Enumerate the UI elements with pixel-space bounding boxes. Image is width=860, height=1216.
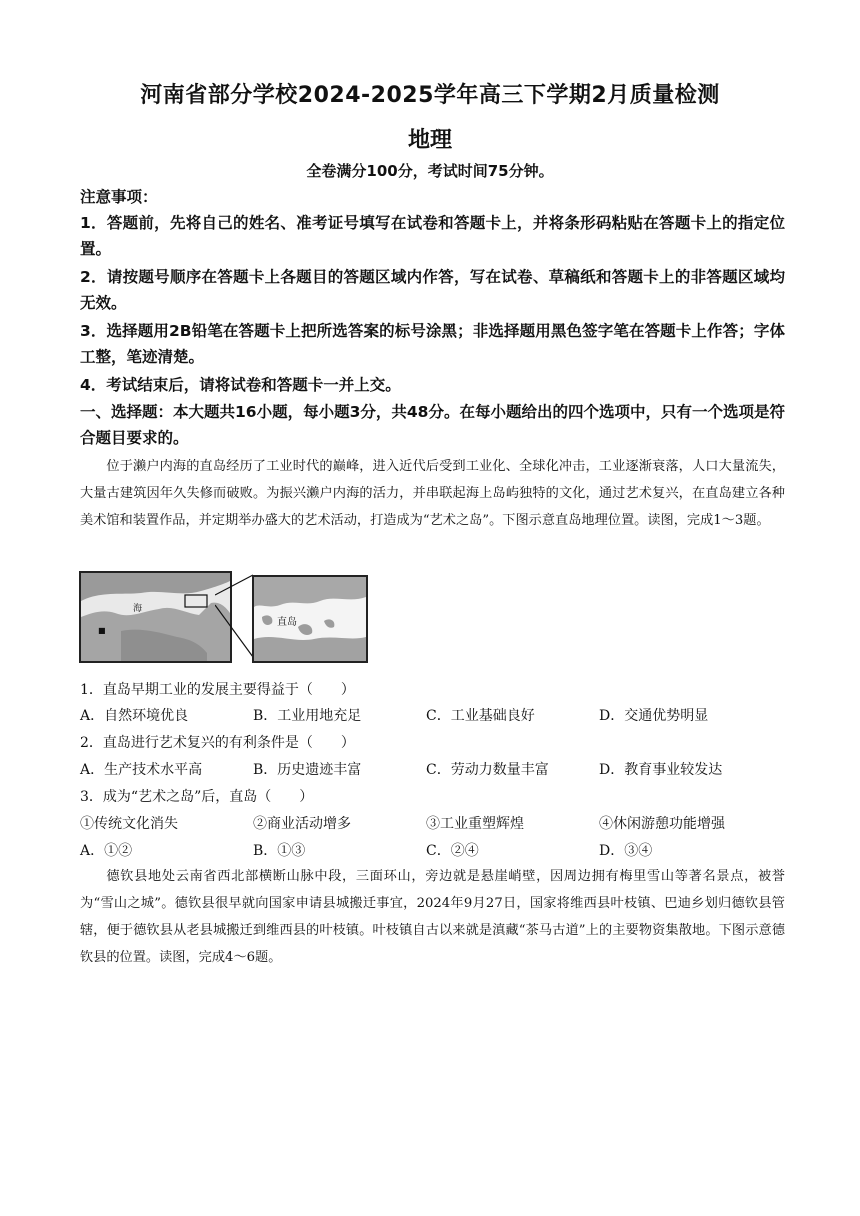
map-detail-naoshima bbox=[252, 575, 368, 663]
q2-option-a[interactable]: A．生产技术水平高 bbox=[80, 762, 203, 778]
q3-statement-2: ②商业活动增多 bbox=[253, 816, 351, 832]
q2-option-b[interactable]: B．历史遗迹丰富 bbox=[253, 762, 362, 778]
subject-title: 地理 bbox=[407, 128, 452, 153]
passage-1: 位于濑户内海的直岛经历了工业时代的巅峰，进入近代后受到工业化、全球化冲击，工业逐渐衰落，人口大量流失，大量古建筑因年久失修而破败。为振兴濑户内海的活力，并串联起海上岛屿独特的文化，通过艺术复兴，在直岛建立各种美术馆和装置作品，并定期举办盛大的艺术活动，打造成为“艺术之岛”。下图示意直岛地理位置。读图，完成1～3题。 bbox=[80, 459, 785, 528]
sea-label: 海 bbox=[133, 604, 143, 614]
q3-option-a[interactable]: A．①② bbox=[80, 843, 133, 859]
note-item-4: 4．考试结束后，请将试卷和答题卡一并上交。 bbox=[80, 376, 401, 394]
passage-2: 德钦县地处云南省西北部横断山脉中段，三面环山，旁边就是悬崖峭壁，因周边拥有梅里雪山等著名景点，被誉为“雪山之城”。德钦县很早就向国家申请县城搬迁事宜，2024年9月27日，国家将维西县叶枝镇、巴迪乡划归德钦县管辖，便于德钦县从老县城搬迁到维西县的叶枝镇。叶枝镇自古以来就是滇藏“茶马古道”上的主要物资集散地。下图示意德钦县的位置。读图，完成4～6题。 bbox=[80, 869, 785, 965]
q3-option-d[interactable]: D．③④ bbox=[599, 843, 653, 859]
note-item-1: 1．答题前，先将自己的姓名、准考证号填写在试卷和答题卡上，并将条形码粘贴在答题卡上的指定位置。 bbox=[80, 214, 785, 258]
naoshima-label: 直岛 bbox=[277, 617, 297, 628]
note-item-3: 3．选择题用2B铅笔在答题卡上把所选答案的标号涂黑；非选择题用黑色签字笔在答题卡上作答；字体工整，笔迹清楚。 bbox=[80, 322, 785, 366]
exam-info: 全卷满分100分，考试时间75分钟。 bbox=[306, 162, 554, 180]
q1-option-b[interactable]: B．工业用地充足 bbox=[253, 708, 362, 724]
question-2-stem: 2．直岛进行艺术复兴的有利条件是（ ） bbox=[80, 735, 355, 751]
q2-option-d[interactable]: D．教育事业较发达 bbox=[599, 762, 723, 778]
q1-option-c[interactable]: C．工业基础良好 bbox=[426, 708, 535, 724]
q3-statement-3: ③工业重塑辉煌 bbox=[426, 816, 524, 832]
q2-option-c[interactable]: C．劳动力数量丰富 bbox=[426, 762, 549, 778]
note-item-2: 2．请按题号顺序在答题卡上各题目的答题区域内作答，写在试卷、草稿纸和答题卡上的非答题区域均无效。 bbox=[80, 268, 785, 312]
q3-option-c[interactable]: C．②④ bbox=[426, 843, 479, 859]
q3-option-b[interactable]: B．①③ bbox=[253, 843, 306, 859]
zoom-connector-lines bbox=[215, 571, 255, 661]
q1-option-d[interactable]: D．交通优势明显 bbox=[599, 708, 709, 724]
question-1-stem: 1．直岛早期工业的发展主要得益于（ ） bbox=[80, 682, 355, 698]
map-inset-overview bbox=[79, 571, 232, 663]
q3-statement-1: ①传统文化消失 bbox=[80, 816, 178, 832]
marker-label: ■ bbox=[98, 626, 106, 635]
question-3-stem: 3．成为“艺术之岛”后，直岛（ ） bbox=[80, 789, 314, 805]
section-heading: 一、选择题：本大题共16小题，每小题3分，共48分。在每小题给出的四个选项中，只有一个选项是符合题目要求的。 bbox=[80, 403, 785, 447]
q3-statement-4: ④休闲游憩功能增强 bbox=[599, 816, 725, 832]
exam-title: 河南省部分学校2024-2025学年高三下学期2月质量检测 bbox=[140, 83, 720, 108]
q1-option-a[interactable]: A．自然环境优良 bbox=[80, 708, 189, 724]
notes-heading: 注意事项： bbox=[80, 188, 158, 206]
